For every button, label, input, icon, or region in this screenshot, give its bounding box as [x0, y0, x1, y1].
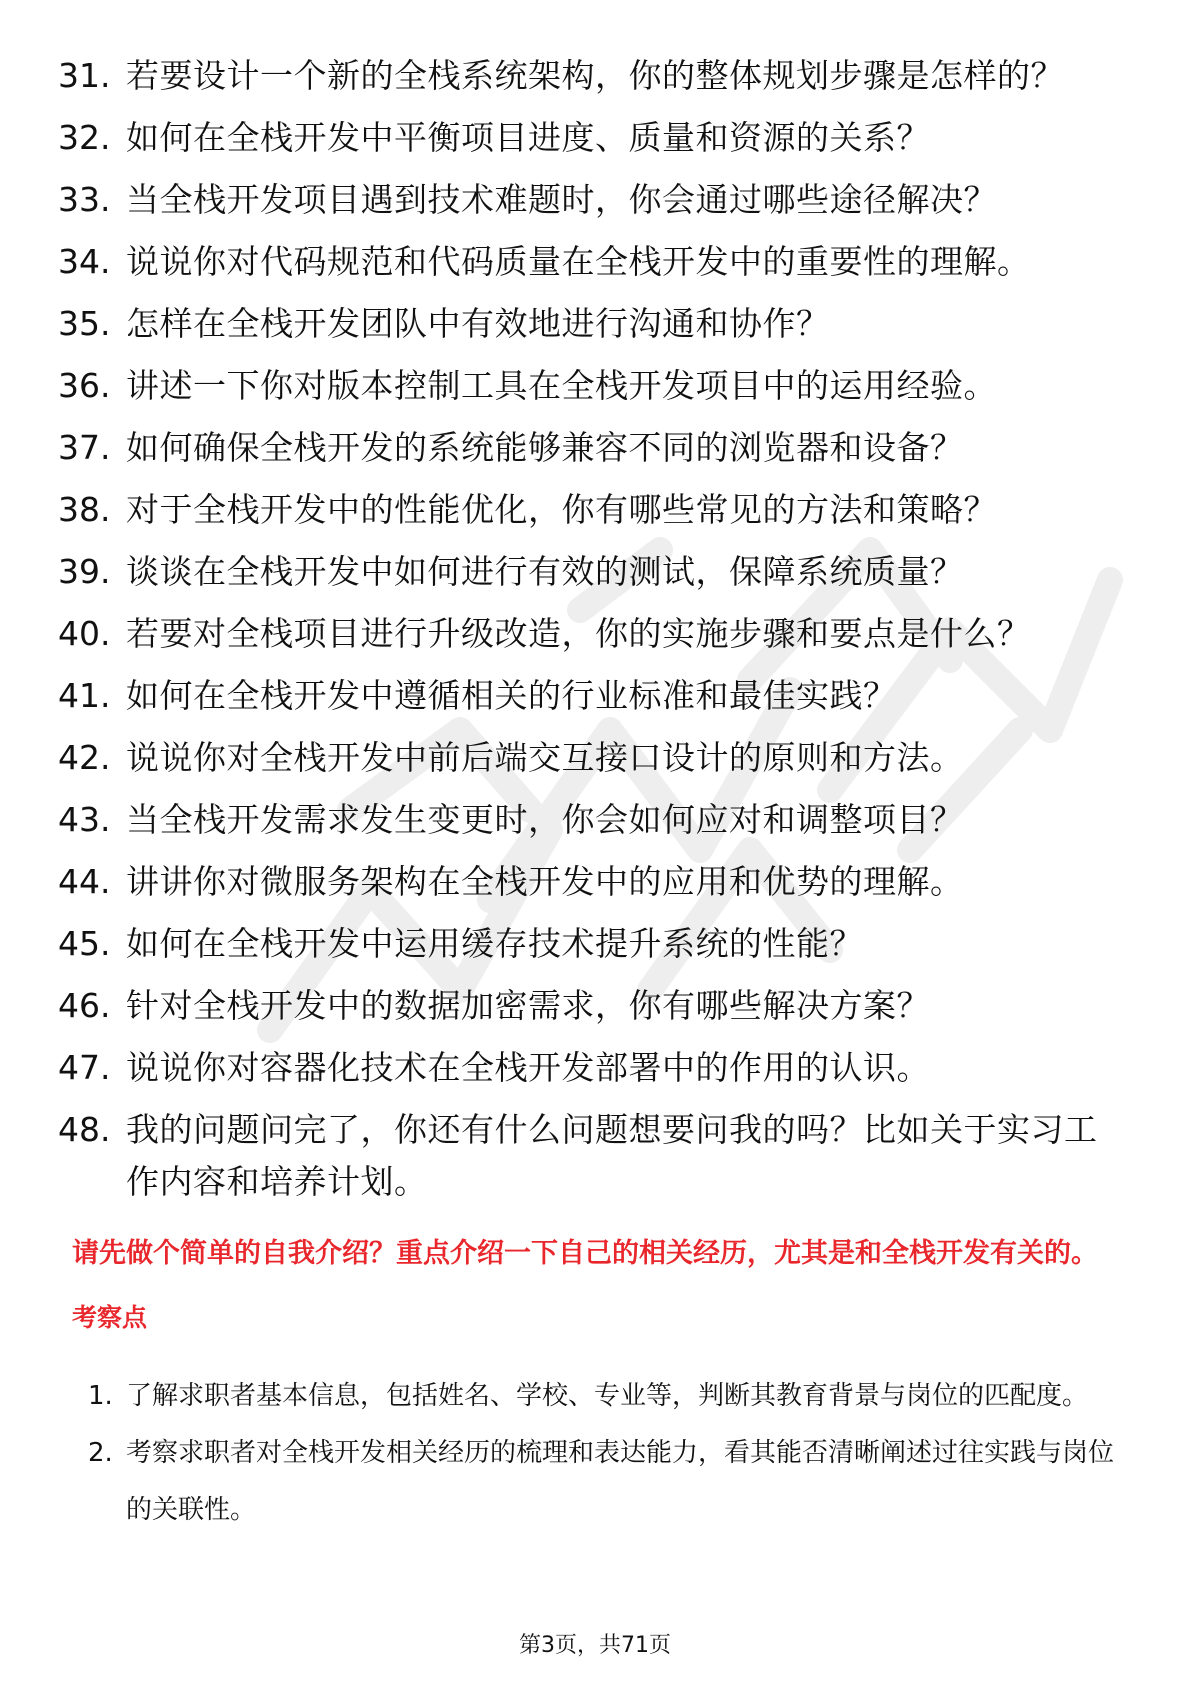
list-item: [58, 298, 1118, 350]
page-number-footer: 第3页，共71页: [519, 1633, 671, 1658]
list-item: [58, 484, 1118, 536]
list-item: [58, 608, 1118, 660]
list-item: [58, 546, 1118, 598]
question-number: 48.: [58, 1110, 111, 1149]
question-number: 45.: [58, 924, 111, 963]
question-text: 怎样在全栈开发团队中有效地进行沟通和协作？: [126, 304, 830, 343]
question-number: 39.: [58, 552, 111, 591]
question-text: 如何在全栈开发中遵循相关的行业标准和最佳实践？: [126, 676, 897, 715]
question-number: 42.: [58, 738, 111, 777]
question-number: 38.: [58, 490, 111, 529]
list-item: [58, 236, 1118, 288]
list-item: [88, 1425, 1128, 1539]
question-text: 对于全栈开发中的性能优化，你有哪些常见的方法和策略？: [126, 490, 997, 529]
question-number: 35.: [58, 304, 111, 343]
question-text: 当全栈开发需求发生变更时，你会如何应对和调整项目？: [126, 800, 964, 839]
assessment-points-list: [0, 1368, 1128, 1539]
question-text: 讲述一下你对版本控制工具在全栈开发项目中的运用经验。: [126, 366, 997, 405]
question-text: 讲讲你对微服务架构在全栈开发中的应用和优势的理解。: [126, 862, 964, 901]
question-number: 46.: [58, 986, 111, 1025]
question-number: 31.: [58, 56, 111, 95]
question-text: 说说你对容器化技术在全栈开发部署中的作用的认识。: [126, 1048, 930, 1087]
question-text: 说说你对全栈开发中前后端交互接口设计的原则和方法。: [126, 738, 964, 777]
list-item: [58, 794, 1118, 846]
list-item: [88, 1368, 1128, 1425]
point-number: 1.: [88, 1381, 113, 1411]
question-number: 43.: [58, 800, 111, 839]
list-item: [58, 50, 1118, 102]
question-text: 当全栈开发项目遇到技术难题时，你会通过哪些途径解决？: [126, 180, 997, 219]
question-text: 谈谈在全栈开发中如何进行有效的测试，保障系统质量？: [126, 552, 964, 591]
list-item: [58, 670, 1118, 722]
question-number: 36.: [58, 366, 111, 405]
point-text: 了解求职者基本信息，包括姓名、学校、专业等，判断其教育背景与岗位的匹配度。: [126, 1381, 1089, 1411]
question-text: 针对全栈开发中的数据加密需求，你有哪些解决方案？: [126, 986, 930, 1025]
list-item: [58, 360, 1118, 412]
question-list: [0, 50, 1118, 1208]
list-item: [58, 1042, 1118, 1094]
question-text: 如何在全栈开发中运用缓存技术提升系统的性能？: [126, 924, 863, 963]
question-text: 如何确保全栈开发的系统能够兼容不同的浏览器和设备？: [126, 428, 964, 467]
list-item: [58, 422, 1118, 474]
question-number: 32.: [58, 118, 111, 157]
question-number: 34.: [58, 242, 111, 281]
question-number: 33.: [58, 180, 111, 219]
question-text: 我的问题问完了，你还有什么问题想要问我的吗？比如关于实习工作内容和培养计划。: [126, 1110, 1098, 1201]
question-text: 说说你对代码规范和代码质量在全栈开发中的重要性的理解。: [126, 242, 1031, 281]
question-number: 37.: [58, 428, 111, 467]
question-number: 47.: [58, 1048, 111, 1087]
list-item: [58, 856, 1118, 908]
list-item: [58, 174, 1118, 226]
list-item: [58, 112, 1118, 164]
point-text: 考察求职者对全栈开发相关经历的梳理和表达能力，看其能否清晰阐述过往实践与岗位的关联性。: [126, 1438, 1115, 1525]
question-number: 41.: [58, 676, 111, 715]
question-text: 若要设计一个新的全栈系统架构，你的整体规划步骤是怎样的？: [126, 56, 1064, 95]
list-item: [58, 918, 1118, 970]
question-text: 若要对全栈项目进行升级改造，你的实施步骤和要点是什么？: [126, 614, 1031, 653]
point-number: 2.: [88, 1438, 113, 1468]
question-text: 如何在全栈开发中平衡项目进度、质量和资源的关系？: [126, 118, 930, 157]
list-item: [58, 980, 1118, 1032]
list-item: [58, 732, 1118, 784]
question-number: 40.: [58, 614, 111, 653]
section-question-heading: 请先做个简单的自我介绍？重点介绍一下自己的相关经历，尤其是和全栈开发有关的。: [72, 1238, 1098, 1269]
section-subheading: 考察点: [72, 1303, 148, 1332]
list-item: [58, 1104, 1118, 1208]
question-number: 44.: [58, 862, 111, 901]
